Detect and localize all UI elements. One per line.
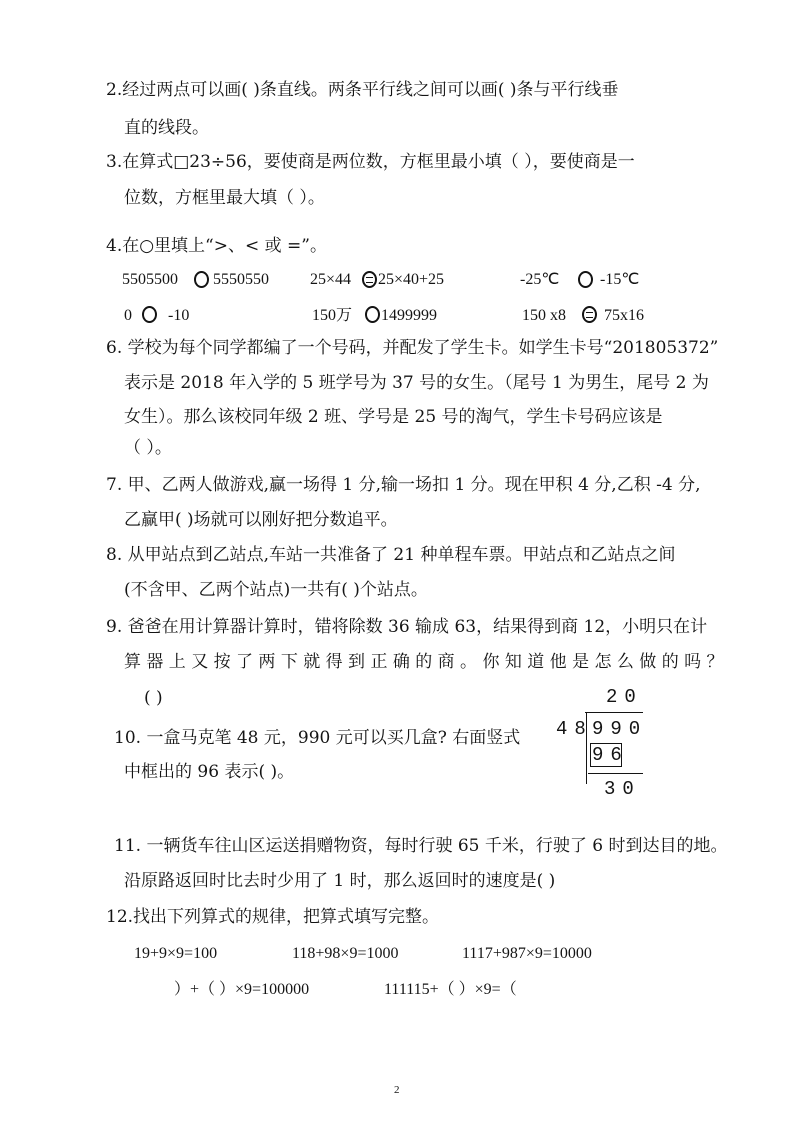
compare-circle <box>365 306 380 323</box>
q4-r2b-right: 1499999 <box>381 307 437 324</box>
division-quotient: 20 <box>606 686 643 708</box>
q7-line1: 7. 甲、乙两人做游戏,赢一场得 1 分,输一场扣 1 分。现在甲积 4 分,乙积 -4 分, <box>106 475 701 495</box>
q10-line1: 10. 一盒马克笔 48 元，990 元可以买几盒? 右面竖式 <box>114 728 521 748</box>
q12-line1: 12.找出下列算式的规律，把算式填写完整。 <box>106 907 440 927</box>
q11-line2: 沿原路返回时比去时少用了 1 时，那么返回时的速度是( ) <box>124 871 556 891</box>
q9-line1: 9. 爸爸在用计算器计算时，错将除数 36 输成 63，结果得到商 12，小明只在计 <box>106 617 708 637</box>
division-divisor: 48 <box>556 718 593 740</box>
q6-line1: 6. 学校为每个同学都编了一个号码，并配发了学生卡。如学生卡号“201805372” <box>106 338 719 358</box>
q12-eq3: 1117+987×9=10000 <box>462 945 592 962</box>
division-bracket-side <box>586 712 587 784</box>
q3-line1: 3.在算式□23÷56，要使商是两位数，方框里最小填（ ），要使商是一 <box>106 152 635 172</box>
page-number: 2 <box>394 1084 400 1096</box>
q4-r1c-right: -15℃ <box>600 271 640 288</box>
q4-r1a-right: 5550550 <box>213 271 269 288</box>
compare-circle <box>142 306 157 323</box>
q10-line2: 中框出的 96 表示( )。 <box>124 762 295 782</box>
q4-r1a-left: 5505500 <box>122 271 178 288</box>
equals-circle <box>582 306 597 323</box>
q8-line1: 8. 从甲站点到乙站点,车站一共准备了 21 种单程车票。甲站点和乙站点之间 <box>106 545 676 565</box>
q6-line2: 表示是 2018 年入学的 5 班学号为 37 号的女生。（尾号 1 为男生，尾号 2 为 <box>124 373 709 393</box>
division-dividend: 990 <box>592 718 648 740</box>
q12-eq4: ）+（ ）×9=100000 <box>174 981 310 998</box>
equals-circle <box>362 271 377 288</box>
q11-line1: 11. 一辆货车往山区运送捐赠物资，每时行驶 65 千米，行驶了 6 时到达目的地。 <box>114 836 728 856</box>
q4-r2c-right: 75x16 <box>604 307 644 324</box>
q4-r2a-left: 0 <box>124 307 132 324</box>
q9-line2: 算 器 上 又 按 了 两 下 就 得 到 正 确 的 商 。 你 知 道 他 是 怎 么 做 的 吗 ？ <box>124 652 724 672</box>
q12-eq5: 111115+（ ）×9=（ <box>384 981 517 998</box>
q4-r2b-left: 150万 <box>312 307 353 324</box>
q6-line3: 女生）。那么该校同年级 2 班、学号是 25 号的淘气，学生卡号码应该是 <box>124 407 663 427</box>
q4-r2c-left: 150 x8 <box>522 307 566 324</box>
q4-r1b-left: 25×44 <box>310 271 352 288</box>
q3-line2: 位数，方框里最大填（ ）。 <box>124 188 325 208</box>
compare-circle <box>194 271 209 288</box>
division-bracket-top <box>585 712 643 713</box>
division-remainder: 30 <box>604 778 641 800</box>
q4-r2a-right: -10 <box>168 307 190 324</box>
division-subtract-line <box>588 773 643 774</box>
q12-eq2: 118+98×9=1000 <box>292 945 399 962</box>
q7-line2: 乙赢甲( )场就可以刚好把分数追平。 <box>124 510 398 530</box>
q9-line3: ( ) <box>144 688 163 708</box>
q4-r1c-left: -25℃ <box>520 271 560 288</box>
q6-line4: （ ）。 <box>124 438 172 458</box>
q2-line2: 直的线段。 <box>124 118 209 138</box>
division-boxed-product: 96 <box>592 744 629 766</box>
q4-r1b-right: 25×40+25 <box>378 271 445 288</box>
q12-eq1: 19+9×9=100 <box>134 945 218 962</box>
q4-title: 4.在○里填上“>、< 或 =”。 <box>106 236 327 256</box>
q8-line2: (不含甲、乙两个站点)一共有( )个站点。 <box>124 580 428 600</box>
q2-line1: 2.经过两点可以画( )条直线。两条平行线之间可以画( )条与平行线垂 <box>106 80 619 100</box>
compare-circle <box>578 271 593 288</box>
